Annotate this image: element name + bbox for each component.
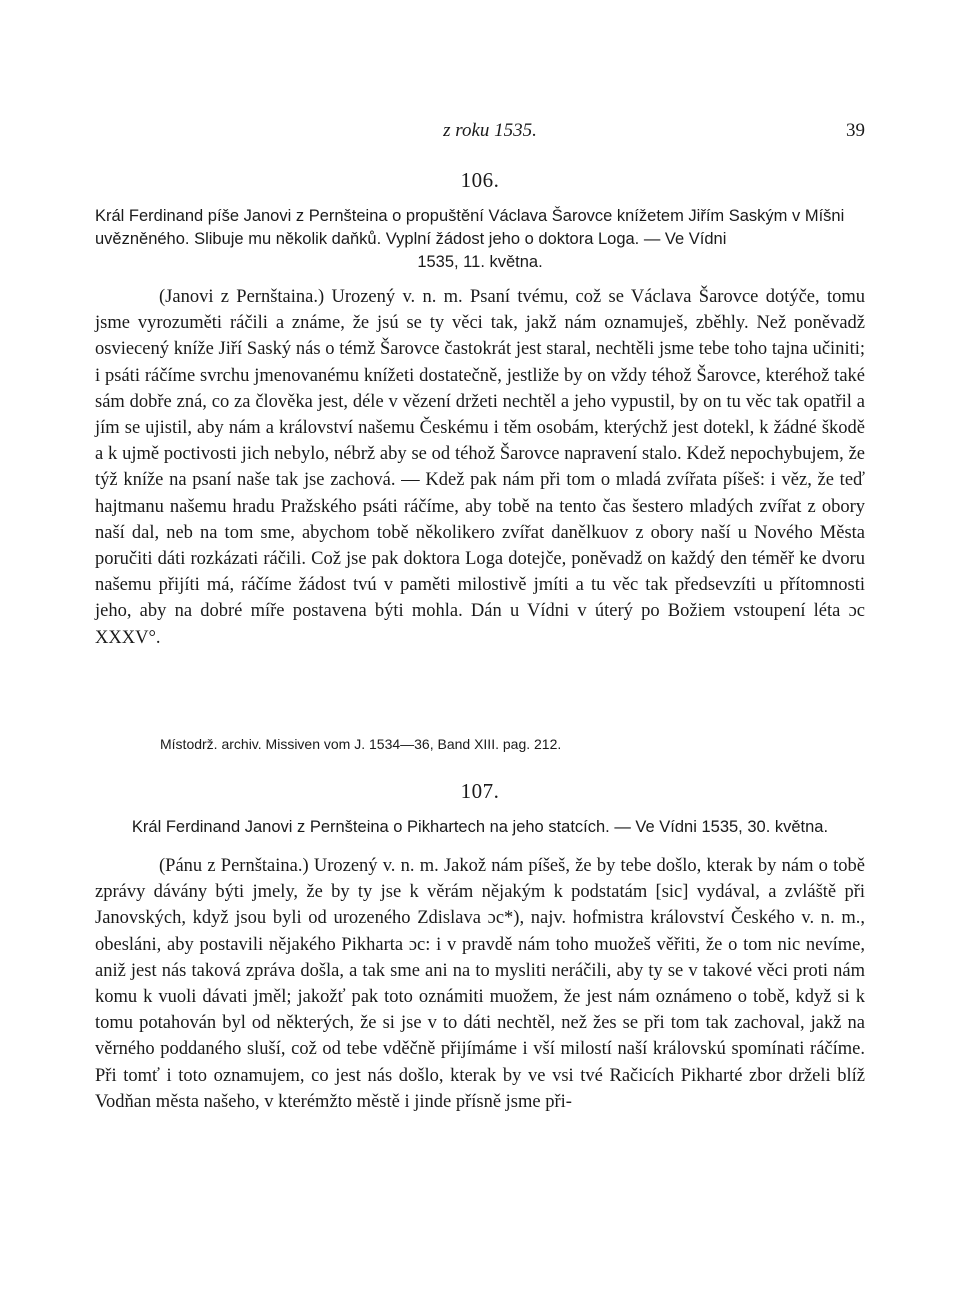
document-number-106: 106. [460,168,500,192]
page-number: 39 [846,120,865,141]
regest-106-date: 1535, 11. května. [417,253,543,271]
regest-106 [95,205,865,274]
running-header [95,120,865,150]
letter-106-body [95,284,865,651]
regest-106-text: Král Ferdinand píše Janovi z Pernšteina o propuštění Václava Šarovce knížetem Jiřím Saským v Míšni uvězněného. Slibuje mu několik daňků. Vyplní žádost jeho o doktora Loga. — Ve Vídni [95,207,845,248]
letter-107-paragraph: (Pánu z Pernštaina.) Urozený v. n. m. Jakož nám píšeš, že by tebe došlo, kterak by nám o tobě zprávy dávány býti jmely, že by ty jse k věrám nějakým k podstatám [sic] vydával, a zvláště při Janovských, když jsou byli od urozeného Zdislava ɔc*), najv. hofmistra království Českého v. n. m., obesláni, aby postavili nějakého Pikharta ɔc: i v pravdě nám toho muožeš věřiti, že o tom nic nevíme, aniž jest nás taková zpráva došla, a tak sme ani na to mysliti neráčili, aby ty se v takové věci proti nám komu k vuoli dávati jměl; jakožť pak toto oznámiti muožem, že jest nám oznámeno o tobě, když si k tomu potahován byl od některých, že si jse v to dáti nechtěl, než žes se při tom tak zachoval, jakž na věrného poddaného sluší, což od tebe vděčně přijímáme i vší milostí naší královskú spomínati ráčíme. Při tomť i toto oznamujem, co jest nás došlo, kterak by ve vsi tvé Račicích Pikharté zbor drželi blíž Vodňan města našeho, v kterémžto městě i jinde přísně jsme při- [95,856,865,1112]
running-title: z roku 1535. [443,120,537,141]
letter-106-paragraph: (Janovi z Pernštaina.) Urozený v. n. m. Psaní tvému, což se Václava Šarovce dotýče, tomu jsme vyrozuměti ráčili a známe, že jsú se ty věci tak, jakž nám oznamuješ, zběhly. Než poněvadž osviecený kníže Jiří Saský nás o témž Šarovce častokrát jest staral, nechtěli jsme tebe toho tajna učiniti; i psáti ráčíme svrchu jmenovanému knížeti dostatečně, jestliže by on vždy téhož Šarovce, kteréhož také sám dobře zná, co za člověka jest, déle v vězení držeti nechtěl a jeho vypustil, by on tu věc tak opatřil a jím se ujistil, aby nám a království našemu Českému i těm osobám, kterýchž jest dotekl, k žádné škodě a k ujmě poctivosti jich nebylo, nébrž aby se od téhož Šarovce napravení stalo. Kdež nepochybujem, že týž kníže na psaní naše tak jse zachová. — Kdež pak nám při tom o mladá zvířata píšeš: i věz, že teď hajtmanu našemu hradu Pražského psáti ráčíme, aby tobě na tento čas šestero mladých zvířat z obory naší dal, neb na tom sme, abychom tobě několikero zvířat danělkuov z obory naší u Nového Města poručiti dáti rozkázati ráčili. Což jse pak doktora Loga dotejče, poněvadž on každý den téměř ke dvoru našemu přijíti má, ráčíme žádost tvú v paměti milostivě jmíti a tu věc tak předsevzíti u přítomnosti jeho, aby na dobré míře postavena býti mohla. Dán u Vídni v úterý po Božiem vstoupení léta ɔc XXXV°. [95,287,865,648]
source-note-106: Místodrž. archiv. Missiven vom J. 1534—36, Band XIII. pag. 212. [160,736,562,752]
document-number-107: 107. [460,779,500,803]
letter-107-body [95,853,865,1115]
regest-107: Král Ferdinand Janovi z Pernšteina o Pikhartech na jeho statcích. — Ve Vídni 1535, 30. května. [131,818,829,836]
